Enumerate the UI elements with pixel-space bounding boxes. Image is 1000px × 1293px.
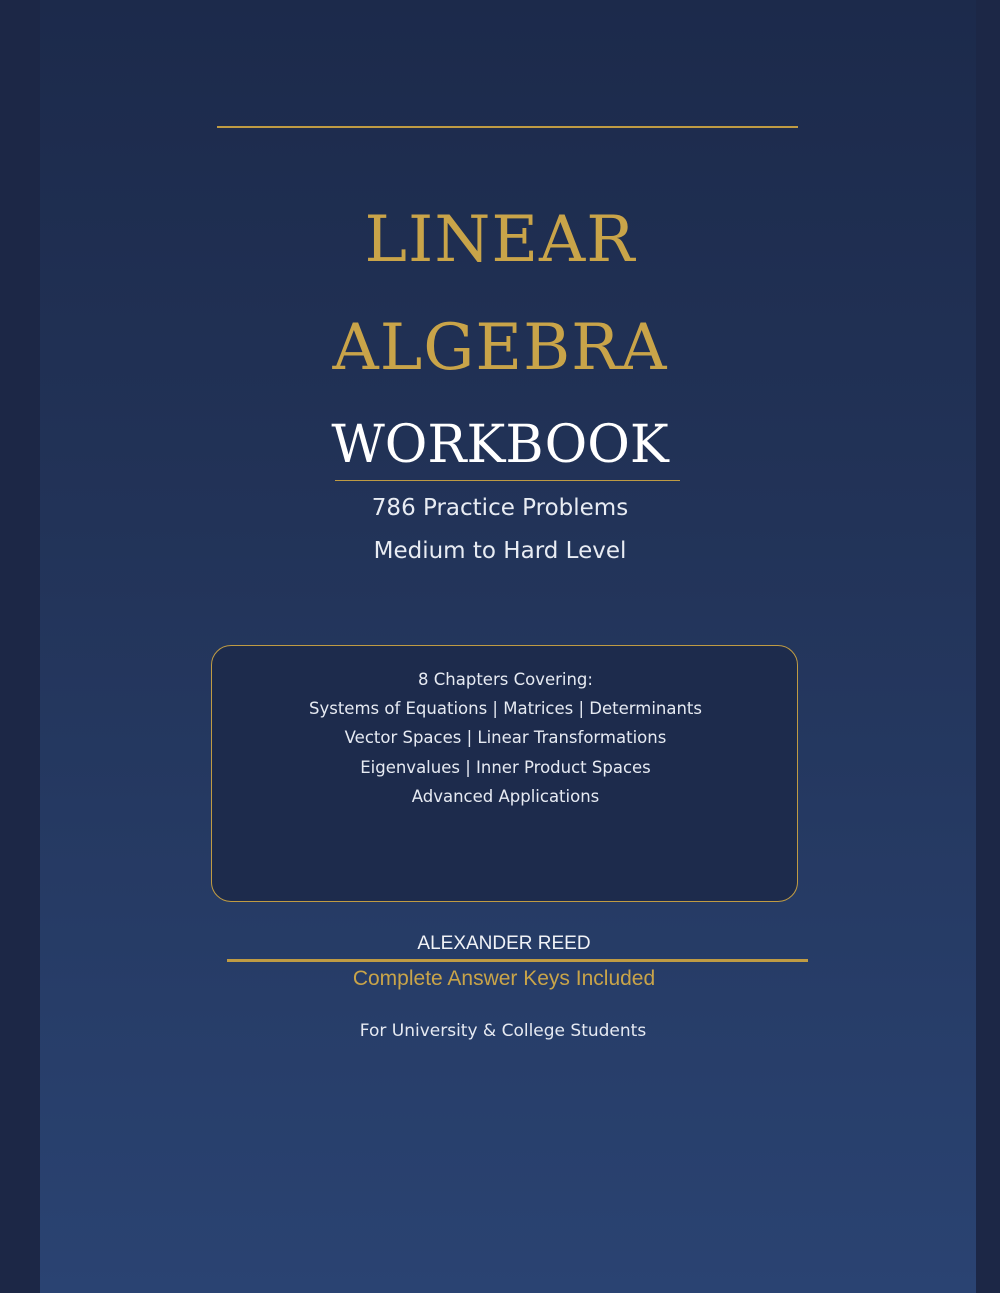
chapter-topics-line: Eigenvalues | Inner Product Spaces bbox=[360, 758, 651, 777]
chapter-topics-line: Advanced Applications bbox=[411, 787, 600, 806]
chapter-topics-line: Systems of Equations | Matrices | Determinants bbox=[308, 699, 702, 718]
top-divider bbox=[217, 126, 798, 128]
audience-note: For University & College Students bbox=[359, 1021, 647, 1041]
author-name: ALEXANDER REED bbox=[417, 933, 591, 954]
subtitle-problem-count: 786 Practice Problems bbox=[371, 495, 629, 521]
subtitle-difficulty: Medium to Hard Level bbox=[373, 538, 627, 564]
workbook-underline bbox=[335, 480, 680, 481]
chapters-box bbox=[211, 645, 798, 902]
title-line-workbook: WORKBOOK bbox=[331, 415, 669, 475]
chapter-topics-line: Vector Spaces | Linear Transformations bbox=[344, 728, 667, 747]
title-line-algebra: ALGEBRA bbox=[332, 311, 668, 385]
author-divider bbox=[227, 959, 808, 962]
chapters-heading: 8 Chapters Covering: bbox=[418, 670, 593, 689]
title-line-linear: LINEAR bbox=[364, 203, 636, 277]
answer-keys-note: Complete Answer Keys Included bbox=[352, 967, 656, 990]
